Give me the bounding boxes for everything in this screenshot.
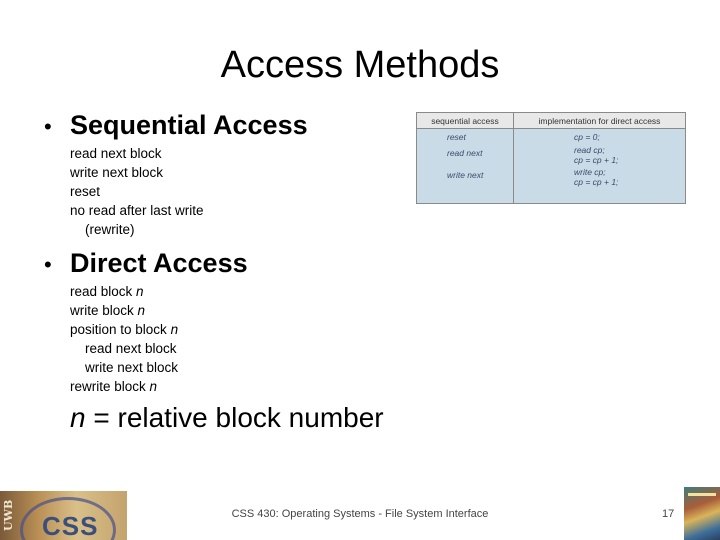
- bullet-icon: •: [44, 252, 52, 277]
- direct-op-var: n: [149, 379, 158, 394]
- sequential-ops-list: [70, 144, 204, 239]
- direct-op-var: n: [170, 322, 179, 337]
- logo-text: CSS: [42, 511, 99, 540]
- bullet-direct: [44, 248, 248, 279]
- table-cell-sequential: write next: [447, 170, 484, 180]
- sequential-op-item: reset: [70, 184, 101, 199]
- direct-heading: Direct Access: [70, 248, 248, 278]
- direct-op-text: position to block: [70, 322, 171, 337]
- direct-op-item: [70, 301, 178, 320]
- direct-op-item: [70, 377, 178, 396]
- direct-op-text: read next block: [85, 341, 177, 356]
- sequential-heading: Sequential Access: [70, 110, 308, 140]
- table-cell-implementation: [514, 132, 685, 142]
- table-cell-implementation: [514, 145, 685, 165]
- access-table: [416, 112, 686, 204]
- relative-var: n: [70, 402, 86, 433]
- table-cell-implementation: [514, 167, 685, 187]
- table-cell-sequential: read next: [447, 148, 483, 158]
- implementation-line: cp = cp + 1;: [574, 177, 619, 187]
- book-cover-image: [684, 487, 720, 540]
- table-header-implementation: implementation for direct access: [538, 115, 661, 126]
- bullet-sequential: [44, 110, 308, 141]
- table-header-sequential: sequential access: [417, 113, 514, 128]
- direct-op-item: [70, 282, 178, 301]
- sequential-op-item: (rewrite): [85, 222, 135, 237]
- logo-side-text: UWB: [2, 499, 15, 532]
- table-column-implementation: [514, 129, 685, 203]
- table-column-sequential: [417, 129, 514, 203]
- implementation-line: write cp;: [574, 167, 606, 177]
- direct-op-item: [70, 358, 178, 377]
- slide-title: Access Methods: [220, 44, 500, 86]
- implementation-line: cp = cp + 1;: [574, 155, 619, 165]
- direct-ops-list: [70, 282, 178, 396]
- table-body: [417, 129, 685, 203]
- table-cell-sequential: reset: [447, 132, 466, 142]
- direct-op-text: read block: [70, 284, 137, 299]
- sequential-op-item: no read after last write: [70, 203, 204, 218]
- page-number: 17: [662, 508, 675, 520]
- footer-course-title: CSS 430: Operating Systems - File System Interface: [231, 508, 489, 520]
- relative-block-number: [70, 402, 384, 434]
- direct-op-text: rewrite block: [70, 379, 150, 394]
- direct-op-text: write next block: [85, 360, 179, 375]
- implementation-line: cp = 0;: [574, 132, 600, 142]
- table-header: [417, 113, 685, 129]
- relative-text: = relative block number: [85, 402, 384, 433]
- sequential-op-item: read next block: [70, 146, 162, 161]
- implementation-line: read cp;: [574, 145, 605, 155]
- sequential-op-item: write next block: [70, 165, 164, 180]
- bullet-icon: •: [44, 114, 52, 139]
- direct-op-var: n: [136, 284, 144, 299]
- direct-op-var: n: [137, 303, 146, 318]
- direct-op-item: [70, 339, 178, 358]
- direct-op-text: write block: [70, 303, 138, 318]
- direct-op-item: [70, 320, 178, 339]
